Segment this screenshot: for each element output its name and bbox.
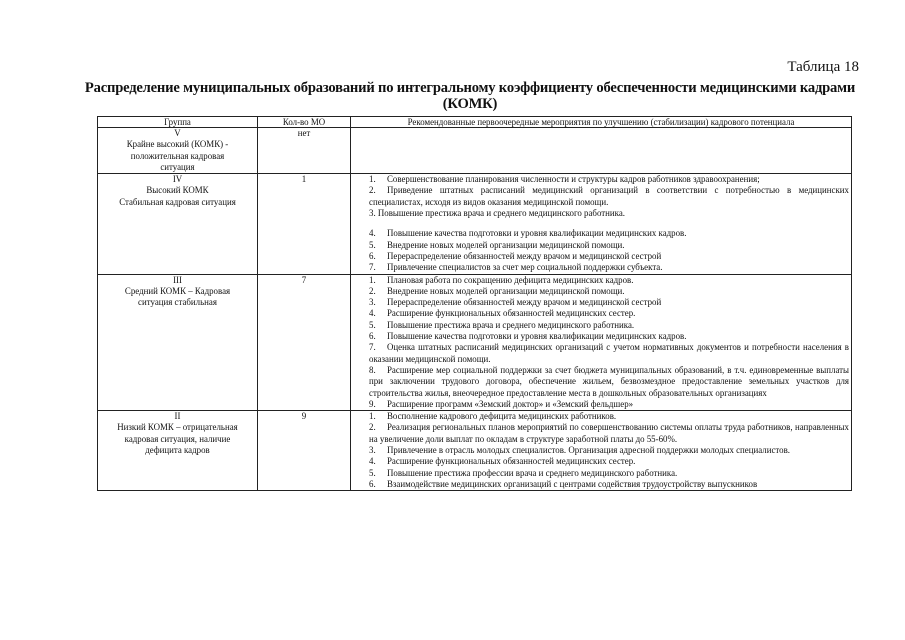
measure-item xyxy=(353,174,849,185)
group-cell xyxy=(98,174,258,274)
measure-item xyxy=(353,365,849,399)
measure-item xyxy=(353,399,849,410)
group-line: кадровая ситуация, наличие xyxy=(124,433,231,444)
item-number: 3. xyxy=(369,445,376,456)
item-number: 2. xyxy=(369,185,376,196)
group-line: Стабильная кадровая ситуация xyxy=(119,196,236,207)
item-text: Приведение штатных расписаний медицинский организаций в соответствии с потребностью в медицинских специалистах, исходя из видов оказания медицинской помощи. xyxy=(369,185,849,207)
item-text: Взаимодействие медицинских организаций с центрами содействия трудоустройству выпускников xyxy=(387,478,758,489)
item-number: 4. xyxy=(369,228,376,239)
group-line: Низкий КОМК – отрицательная xyxy=(117,422,238,433)
measure-item xyxy=(353,297,849,308)
measure-item xyxy=(353,468,849,479)
item-text: Перераспределение обязанностей между врачом и медицинской сестрой xyxy=(387,297,662,308)
item-number: 6. xyxy=(369,250,376,261)
item-number: 6. xyxy=(369,331,376,342)
measure-item xyxy=(353,286,849,297)
item-text: Перераспределение обязанностей между врачом и медицинской сестрой xyxy=(387,250,662,261)
item-text: Повышение престижа профессии врача и среднего медицинского работника. xyxy=(387,467,678,478)
measure-item xyxy=(353,411,849,422)
header-count: Кол-во МО xyxy=(258,117,351,128)
group-code: II xyxy=(174,411,181,422)
item-number: 1. xyxy=(369,274,376,285)
item-number: 7. xyxy=(369,262,376,273)
measure-item xyxy=(353,251,849,262)
komk-table xyxy=(97,116,852,491)
measure-item xyxy=(353,262,849,273)
item-number: 1. xyxy=(369,174,376,185)
group-line: дефицита кадров xyxy=(145,445,210,456)
group-line: Высокий КОМК xyxy=(146,185,209,196)
group-code: V xyxy=(174,128,181,138)
item-number: 5. xyxy=(369,239,376,250)
measure-item xyxy=(353,320,849,331)
item-number: 5. xyxy=(369,319,376,330)
measure-item xyxy=(353,308,849,319)
table-row xyxy=(98,411,852,491)
measure-item xyxy=(353,331,849,342)
group-line: положительная кадровая xyxy=(130,150,225,161)
spacer xyxy=(353,219,849,228)
count-cell: нет xyxy=(258,128,351,174)
table-row xyxy=(98,274,852,411)
count-cell: 1 xyxy=(258,174,351,274)
item-number: 7. xyxy=(369,342,376,353)
item-text: Привлечение специалистов за счет мер социальной поддержки субъекта. xyxy=(387,262,663,273)
measure-item xyxy=(353,240,849,251)
item-text: Восполнение кадрового дефицита медицинских работников. xyxy=(387,411,617,422)
measure-item xyxy=(353,479,849,490)
item-text: Внедрение новых моделей организации медицинской помощи. xyxy=(387,239,625,250)
measures-cell xyxy=(351,411,852,491)
group-line: ситуация xyxy=(160,161,195,172)
measure-item xyxy=(353,228,849,239)
item-number: 1. xyxy=(369,411,376,422)
item-text: Расширение мер социальной поддержки за счет бюджета муниципальных образований, в т.ч. единовременные выплаты при заключении трудового договора, обеспечение жильем, безвозмездное предоставление земельных участков для строительства жилья, внеочередное предоставление места в дошкольных образовательных организациях xyxy=(369,364,849,398)
item-text: Повышение престижа врача и среднего медицинского работника. xyxy=(387,319,635,330)
group-line: ситуация стабильная xyxy=(138,297,217,308)
header-group: Группа xyxy=(98,117,258,128)
count-cell: 9 xyxy=(258,411,351,491)
measures-cell xyxy=(351,274,852,411)
item-number: 2. xyxy=(369,422,376,433)
item-text: Привлечение в отрасль молодых специалистов. Организация адресной поддержки молодых специалистов. xyxy=(387,445,790,456)
header-measures: Рекомендованные первоочередные мероприятия по улучшению (стабилизации) кадрового потенциала xyxy=(351,117,852,128)
item-text: Расширение программ «Земский доктор» и «Земский фельдшер» xyxy=(387,398,634,409)
group-cell xyxy=(98,274,258,411)
table-number: Таблица 18 xyxy=(787,59,859,75)
item-number: 8. xyxy=(369,364,376,375)
measure-item xyxy=(353,456,849,467)
measure-item xyxy=(353,422,849,445)
measure-item xyxy=(353,185,849,208)
item-text: Совершенствование планирования численности и структуры кадров работников здравоохранения; xyxy=(387,174,760,185)
table-title: Распределение муниципальных образований по интегральному коэффициенту обеспеченности медицинскими кадрами (КОМК) xyxy=(84,80,856,112)
item-number: 4. xyxy=(369,308,376,319)
group-code: III xyxy=(173,274,182,285)
table-row xyxy=(98,174,852,274)
count-cell: 7 xyxy=(258,274,351,411)
item-text: Плановая работа по сокращению дефицита медицинских кадров. xyxy=(387,274,634,285)
item-number: 5. xyxy=(369,467,376,478)
item-text: Расширение функциональных обязанностей медицинских сестер. xyxy=(387,308,636,319)
item-number: 3. xyxy=(369,297,376,308)
item-number: 9. xyxy=(369,398,376,409)
item-text: Реализация региональных планов мероприятий по совершенствованию системы оплаты труда работников, направленных на увеличение доли выплат по окладам в структуре заработной платы до 55-60%. xyxy=(369,422,849,444)
item-text: Повышение качества подготовки и уровня квалификации медицинских кадров. xyxy=(387,331,687,342)
group-code: IV xyxy=(172,174,183,185)
item-text: Расширение функциональных обязанностей медицинских сестер. xyxy=(387,456,636,467)
item-number: 2. xyxy=(369,285,376,296)
group-line: Средний КОМК – Кадровая xyxy=(124,285,231,296)
measure-item xyxy=(353,275,849,286)
group-cell xyxy=(98,411,258,491)
item-number: 6. xyxy=(369,478,376,489)
table-header-row xyxy=(98,117,852,128)
group-line: Крайне высокий (КОМК) - xyxy=(126,139,229,150)
item-text: 3. Повышение престижа врача и среднего медицинского работника. xyxy=(369,208,625,219)
measure-item xyxy=(353,342,849,365)
measure-item xyxy=(353,208,849,219)
item-text: Оценка штатных расписаний медицинских организаций с учетом нормативных документов и потребности населения в оказании медицинской помощи. xyxy=(369,342,849,364)
measure-item xyxy=(353,445,849,456)
item-text: Внедрение новых моделей организации медицинской помощи. xyxy=(387,285,625,296)
table-row xyxy=(98,128,852,174)
item-text: Повышение качества подготовки и уровня квалификации медицинских кадров. xyxy=(387,228,687,239)
measures-cell xyxy=(351,174,852,274)
group-cell xyxy=(98,128,258,174)
measures-cell xyxy=(351,128,852,174)
item-number: 4. xyxy=(369,456,376,467)
